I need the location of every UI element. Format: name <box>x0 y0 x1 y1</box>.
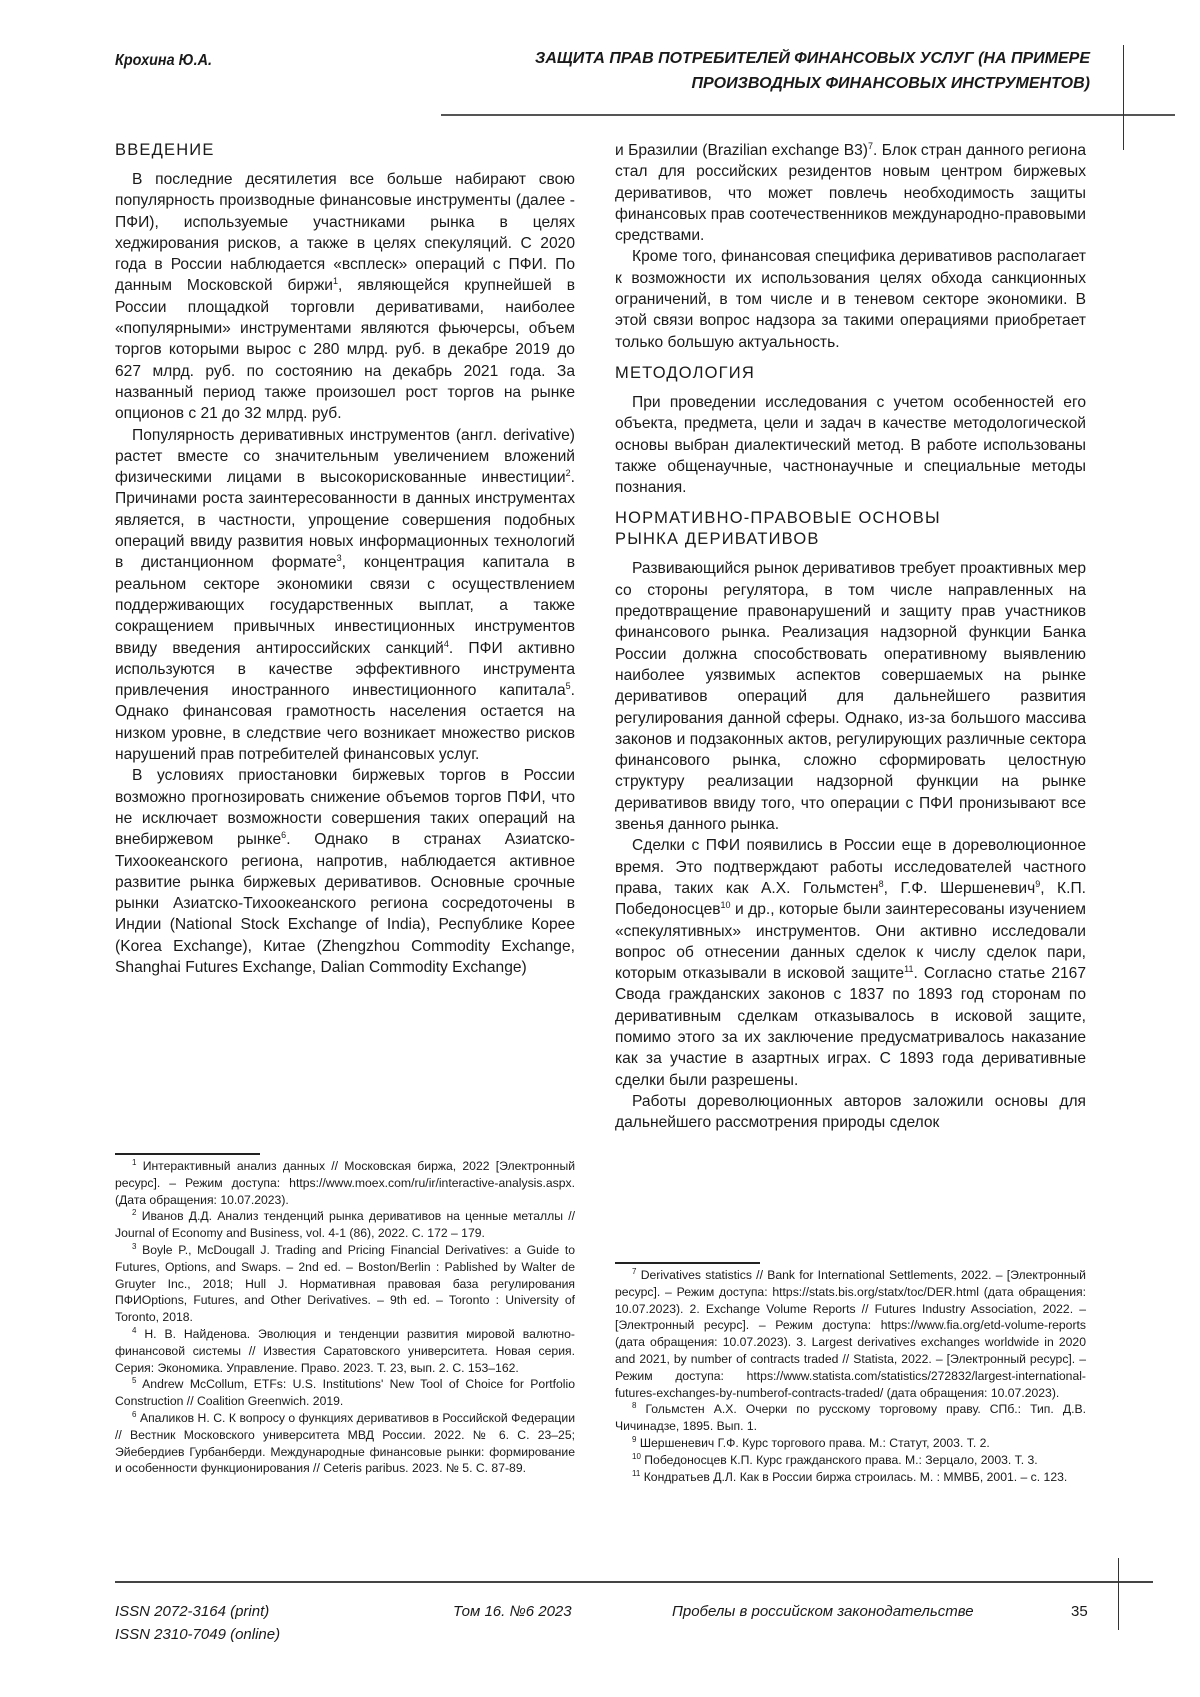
footer-vertical-rule <box>1118 1558 1119 1630</box>
page-number: 35 <box>1071 1600 1088 1623</box>
footnote-reference[interactable]: 5 <box>566 681 571 691</box>
paragraph-text: , К.П. Победоносцев <box>615 880 1086 918</box>
legal-basis-body <box>615 558 1086 1133</box>
footnote <box>615 1452 1086 1469</box>
paragraph-text: , являющейся крупнейшей в России площадкой торговли деривативами, наиболее «популярными» инструментами являются фьючерсы, объем торгов которыми вырос с 280 млрд. руб. в декабре 2019 до 627 млрд. руб. по состоянию на декабрь 2021 года. За названный период также произошел рост торгов на рынке опционов с 21 до 32 млрд. руб. <box>115 277 575 422</box>
paragraph <box>115 169 575 425</box>
footnotes-left <box>115 1158 575 1477</box>
paragraph-text: , концентрация капитала в реальном секторе экономики связи с осуществлением поддерживающих государственных выплат, а также сокращением привычных инвестиционных инструментов ввиду введения антироссийских санкций <box>115 554 575 656</box>
footnote-reference[interactable]: 3 <box>337 553 342 563</box>
paragraph <box>615 392 1086 498</box>
footnote-reference[interactable]: 1 <box>333 276 338 286</box>
footnote-number: 7 <box>632 1267 636 1276</box>
section-heading-legal-basis <box>615 508 1086 550</box>
footnote-number: 9 <box>632 1435 636 1444</box>
footnote-text: Победоносцев К.П. Курс гражданского права. М.: Зерцало, 2003. Т. 3. <box>644 1453 1037 1467</box>
footnote <box>115 1326 575 1376</box>
paragraph-text: Популярность деривативных инструментов (англ. derivative) растет вместе со значительным увеличением вложений физическими лицами в высокорискованные инвестиции <box>115 427 575 487</box>
section-heading-methodology: МЕТОДОЛОГИЯ <box>615 363 1086 384</box>
footnote <box>115 1242 575 1326</box>
left-column <box>115 140 575 978</box>
footnote-text: Кондратьев Д.Л. Как в России биржа строилась. М. : ММВБ, 2001. – с. 123. <box>644 1470 1068 1484</box>
paragraph <box>615 558 1086 835</box>
footnote-number: 11 <box>632 1469 640 1478</box>
paragraph-text: Сделки с ПФИ появились в России еще в дореволюционное время. Это подтверждают работы исследователей частного права, таких как А.Х. Гольмстен <box>615 837 1086 897</box>
footnote <box>115 1158 575 1208</box>
section-heading-introduction: ВВЕДЕНИЕ <box>115 140 575 161</box>
footnote <box>615 1401 1086 1435</box>
paragraph-text: . Согласно статье 2167 Свода гражданских законов с 1837 по 1893 год сторонам по деривативным сделкам отказывалось в исковой защите, помимо этого за их заключение предусматривалось наказание как за участие в азартных играх. С 1893 года деривативные сделки были разрешены. <box>615 965 1086 1088</box>
introduction-body <box>115 169 575 978</box>
issn-print: ISSN 2072-3164 (print) <box>115 1600 280 1623</box>
paragraph-text: Развивающийся рынок деривативов требует проактивных мер со стороны регулятора, в том числе направленных на предотвращение правонарушений и защиту прав участников финансового рынка. Реализация надзорной функции Банка России должна способствовать оперативному выявлению наиболее уязвимых аспектов совершаемых на рынке деривативов операций для дальнейшего развития регулирования данной сферы. Однако, из-за большого массива законов и подзаконных актов, регулирующих различные сектора финансового рынка, сложно сформировать целостную структуру реализации надзорной функции на рынке деривативов ввиду того, что операции с ПФИ пронизывают все звенья данного рынка. <box>615 560 1086 833</box>
paragraph-text: В условиях приостановки биржевых торгов в России возможно прогнозировать снижение объемов торгов ПФИ, что не исключает возможности совершения таких операций на внебиржевом рынке <box>115 767 575 848</box>
footnote-reference[interactable]: 11 <box>904 964 913 974</box>
footnote-reference[interactable]: 9 <box>1035 879 1040 889</box>
paragraph-text: . Однако финансовая грамотность населения остается на низком уровне, в следствие чего возникает множество рисков нарушений прав потребителей финансовых услуг. <box>115 682 575 763</box>
footnote-text: Гольмстен А.Х. Очерки по русскому торговому праву. СПб.: Тип. Д.В. Чичинадзе, 1895. Вып. 1. <box>615 1402 1086 1433</box>
footnote-text: Апаликов Н. С. К вопросу о функциях деривативов в Российской Федерации // Вестник Московского университета МВД России. 2022. № 6. С. 23–25; Эйебердиев Гурбанберди. Международные финансовые рынки: формирование и особенности функционирования // Ceteris paribus. 2023. № 5. С. 87-89. <box>115 1411 575 1475</box>
footnote-text: Интерактивный анализ данных // Московская биржа, 2022 [Электронный ресурс]. – Режим доступа: https://www.moex.com/ru/ir/interactive-analysis.aspx. (Дата обращения: 10.07.2023). <box>115 1159 575 1207</box>
paragraph-text: В последние десятилетия все больше набирают свою популярность производные финансовые инструменты (далее - ПФИ), используемые участниками рынка в целях хеджирования рисков, а также в целях спекуляций. С 2020 года в России наблюдается «всплеск» операций с ПФИ. По данным Московской биржи <box>115 171 575 294</box>
footnote-reference[interactable]: 10 <box>721 900 731 910</box>
footnote <box>615 1469 1086 1486</box>
footnote <box>115 1208 575 1242</box>
footer-issn <box>115 1600 280 1646</box>
footnote-number: 1 <box>132 1158 136 1167</box>
paragraph-text: . ПФИ активно используются в качестве эффективного инструмента привлечения иностранного инвестиционного капитала <box>115 640 575 700</box>
footnote-number: 8 <box>632 1401 636 1410</box>
paragraph <box>615 140 1086 246</box>
footnote-reference[interactable]: 2 <box>566 468 571 478</box>
footnote-reference[interactable]: 8 <box>879 879 884 889</box>
footnote-number: 5 <box>132 1376 136 1385</box>
paragraph-text: . Причинами роста заинтересованности в данных инструментах является, в частности, упрощение совершения подобных операций ввиду развития новых информационных технологий в дистанционном формате <box>115 469 575 571</box>
paragraph-text: , Г.Ф. Шершеневич <box>884 880 1036 897</box>
heading-line: НОРМАТИВНО-ПРАВОВЫЕ ОСНОВЫ <box>615 508 1086 529</box>
footnote-number: 4 <box>132 1326 136 1335</box>
footer-divider <box>115 1581 1153 1583</box>
footnote-number: 3 <box>132 1242 136 1251</box>
paragraph-text: и Бразилии (Brazilian exchange B3) <box>615 142 868 159</box>
footnote-text: Шершеневич Г.Ф. Курс торгового права. М.: Статут, 2003. Т. 2. <box>640 1436 990 1450</box>
footnote-text: Boyle P., McDougall J. Trading and Pricing Financial Derivatives: a Guide to Futures, Options, and Swaps. – 2nd ed. – Boston/Berlin : Pablished by Walter de Gruyter Inc., 2018; Hull J. Нормативная правовая база регулирования ПФИOptions, Futures, and Other Derivatives. – 9th ed. – Toronto : University of Toronto, 2018. <box>115 1243 575 1324</box>
paragraph <box>615 835 1086 1091</box>
right-column <box>615 140 1086 1133</box>
heading-line: РЫНКА ДЕРИВАТИВОВ <box>615 529 1086 550</box>
header-vertical-rule <box>1123 45 1124 150</box>
methodology-body <box>615 392 1086 498</box>
footer-volume: Том 16. №6 2023 <box>453 1600 572 1623</box>
paragraph <box>115 765 575 978</box>
paragraph-text: . Однако в странах Азиатско-Тихоокеанского региона, напротив, наблюдается активное развитие рынка биржевых деривативов. Основные срочные рынки Азиатско-Тихоокеанского региона сосредоточены в Индии (National Stock Exchange of India), Республике Корее (Korea Exchange), Китае (Zhengzhou Commodity Exchange, Shanghai Futures Exchange, Dalian Commodity Exchange) <box>115 831 575 976</box>
footnote <box>615 1435 1086 1452</box>
introduction-continued <box>615 140 1086 353</box>
footnotes-right <box>615 1267 1086 1485</box>
paragraph-text: При проведении исследования с учетом особенностей его объекта, предмета, цели и задач в качестве методологической основы выбран диалектический метод. В работе использованы также общенаучные, частнонаучные и специальные методы познания. <box>615 394 1086 496</box>
header-title-line: ЗАЩИТА ПРАВ ПОТРЕБИТЕЛЕЙ ФИНАНСОВЫХ УСЛУГ (НА ПРИМЕРЕ <box>450 46 1090 71</box>
footnote <box>115 1376 575 1410</box>
footnote-text: Иванов Д.Д. Анализ тенденций рынка деривативов на ценные металлы // Journal of Economy and Business, vol. 4-1 (86), 2022. С. 172 – 179. <box>115 1209 575 1240</box>
footnote-reference[interactable]: 6 <box>281 830 286 840</box>
paragraph-text: Кроме того, финансовая специфика деривативов располагает к возможности их использования целях обхода санкционных ограничений, в том числе и в теневом секторе экономики. В этой связи вопрос надзора за такими операциями приобретает только большую актуальность. <box>615 248 1086 350</box>
footnote-number: 2 <box>132 1208 136 1217</box>
paragraph <box>615 246 1086 352</box>
footnote-text: Derivatives statistics // Bank for International Settlements, 2022. – [Электронный ресурс]. – Режим доступа: https://stats.bis.org/statx/toc/DER.html (дата обращения: 10.07.2023). 2. Exchange Volume Reports // Futures Industry Association, 2022. – [Электронный ресурс]. – Режим доступа: https://www.fia.org/etd-volume-reports (дата обращения: 10.07.2023). 3. Largest derivatives exchanges worldwide in 2020 and 2021, by number of contracts traded // Statista, 2022. – [Электронный ресурс]. – Режим доступа: https://www.statista.com/statistics/272832/largest-international-futures-exchanges-by-numberof-contracts-traded/ (дата обращения: 10.07.2023). <box>615 1268 1086 1400</box>
paragraph-text: Работы дореволюционных авторов заложили основы для дальнейшего рассмотрения природы сделок <box>615 1093 1086 1131</box>
paragraph <box>115 425 575 766</box>
footnote-number: 10 <box>632 1452 641 1461</box>
footnote <box>115 1410 575 1477</box>
paragraph-text: . Блок стран данного региона стал для российских резидентов новым центром биржевых деривативов, что может повлечь необходимость защиты финансовых прав соотечественников международно-правовыми средствами. <box>615 142 1086 244</box>
header-article-title <box>450 46 1090 96</box>
header-author: Крохина Ю.А. <box>115 52 212 70</box>
header-divider <box>441 114 1175 116</box>
issn-online: ISSN 2310-7049 (online) <box>115 1623 280 1646</box>
footnote-text: Н. В. Найденова. Эволюция и тенденции развития мировой валютно-финансовой системы // Известия Саратовского университета. Новая серия. Серия: Экономика. Управление. Право. 2023. Т. 23, вып. 2. С. 153–162. <box>115 1327 575 1375</box>
footnote-separator <box>115 1153 260 1155</box>
footnote-reference[interactable]: 4 <box>444 639 449 649</box>
footnote-reference[interactable]: 7 <box>868 141 873 151</box>
footnote-number: 6 <box>132 1410 136 1419</box>
footnote <box>615 1267 1086 1401</box>
paragraph <box>615 1091 1086 1134</box>
footer-journal-name: Пробелы в российском законодательстве <box>672 1600 974 1623</box>
footnote-text: Andrew McCollum, ETFs: U.S. Institutions' New Tool of Choice for Portfolio Construction // Coalition Greenwich. 2019. <box>115 1377 575 1408</box>
header-title-line: ПРОИЗВОДНЫХ ФИНАНСОВЫХ ИНСТРУМЕНТОВ) <box>450 71 1090 96</box>
footnote-separator <box>615 1262 760 1264</box>
paragraph-text: и др., которые были заинтересованы изучением «спекулятивных» инструментов. Они активно исследовали вопрос об отнесении данных сделок к числу сделок пари, которым отказывали в исковой защите <box>615 901 1086 982</box>
